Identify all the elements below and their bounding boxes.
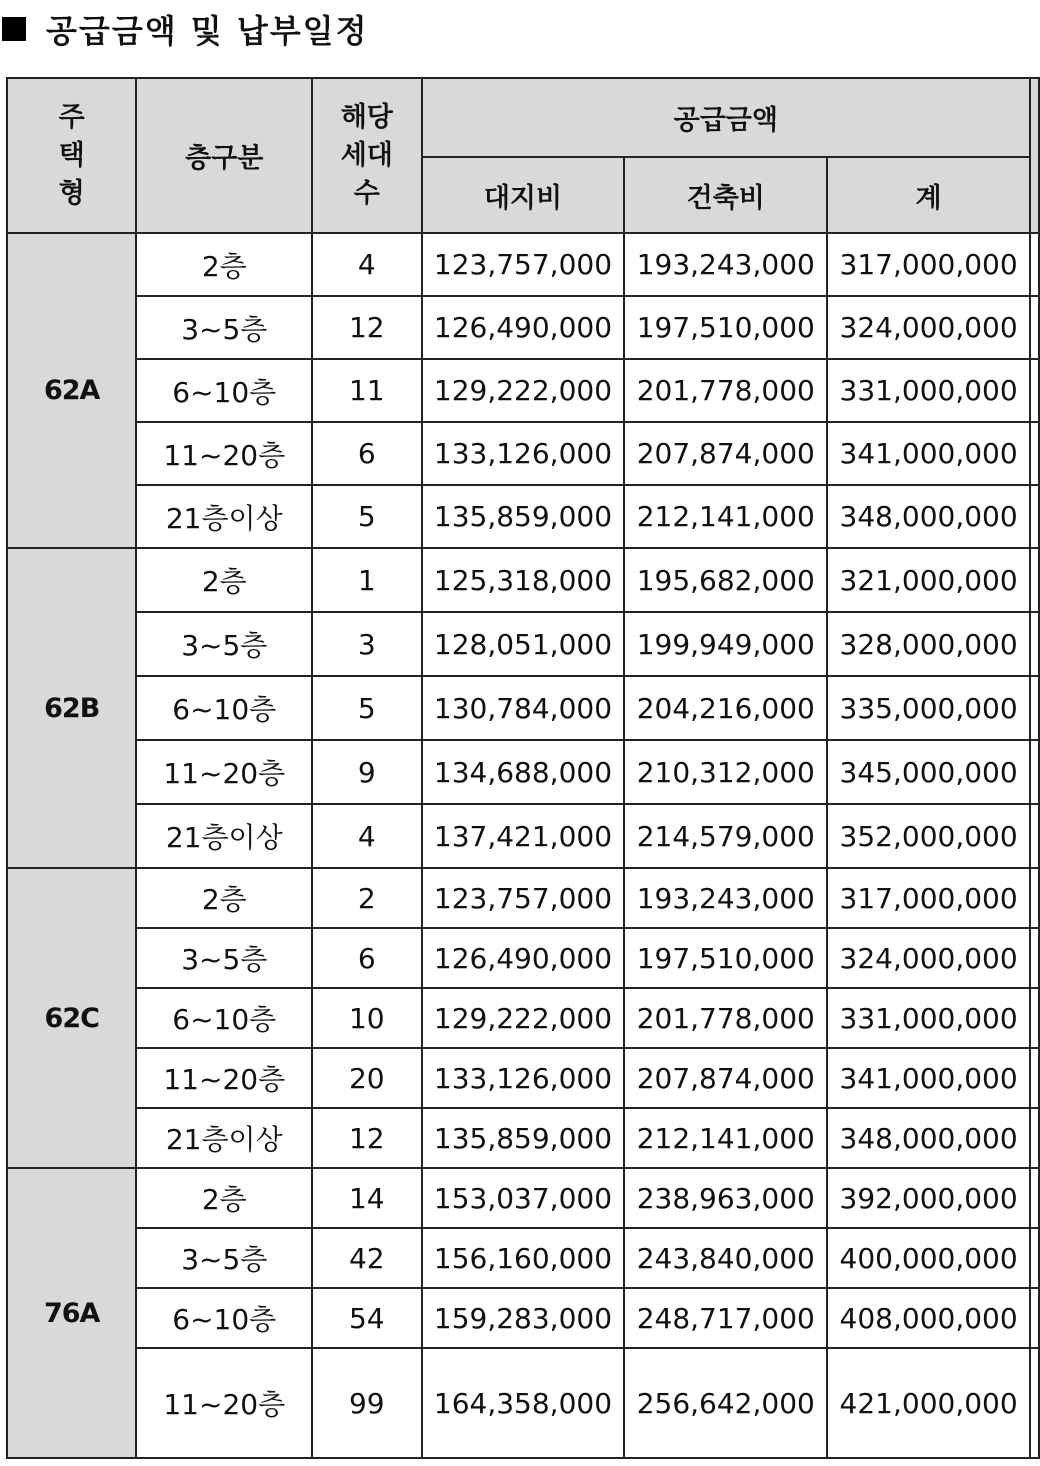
building-cost-cell: 199,949,000 — [624, 612, 827, 676]
land-cost-cell: 128,051,000 — [422, 612, 625, 676]
table-row — [7, 612, 1039, 676]
edge-cell — [1030, 1108, 1039, 1168]
total-cell: 328,000,000 — [827, 612, 1030, 676]
header-supply-amount: 공급금액 — [422, 78, 1030, 157]
units-cell: 20 — [312, 1048, 421, 1108]
total-cell: 341,000,000 — [827, 422, 1030, 485]
units-cell: 3 — [312, 612, 421, 676]
building-cost-cell: 195,682,000 — [624, 548, 827, 612]
building-cost-cell: 212,141,000 — [624, 485, 827, 548]
floor-cell: 6~10층 — [136, 988, 312, 1048]
land-cost-cell: 135,859,000 — [422, 1108, 625, 1168]
house-type-cell: 76A — [7, 1168, 136, 1458]
units-cell: 6 — [312, 928, 421, 988]
section-heading — [0, 0, 369, 58]
units-cell: 9 — [312, 740, 421, 804]
total-cell: 335,000,000 — [827, 676, 1030, 740]
land-cost-cell: 134,688,000 — [422, 740, 625, 804]
land-cost-cell: 123,757,000 — [422, 868, 625, 928]
table-row — [7, 1168, 1039, 1228]
building-cost-cell: 256,642,000 — [624, 1348, 827, 1458]
units-cell: 10 — [312, 988, 421, 1048]
table-row — [7, 485, 1039, 548]
table-row — [7, 740, 1039, 804]
building-cost-cell: 248,717,000 — [624, 1288, 827, 1348]
table-row — [7, 1108, 1039, 1168]
table-row — [7, 1048, 1039, 1108]
edge-cell — [1030, 1168, 1039, 1228]
floor-cell: 6~10층 — [136, 359, 312, 422]
floor-cell: 11~20층 — [136, 422, 312, 485]
land-cost-cell: 153,037,000 — [422, 1168, 625, 1228]
land-cost-cell: 135,859,000 — [422, 485, 625, 548]
total-cell: 421,000,000 — [827, 1348, 1030, 1458]
building-cost-cell: 201,778,000 — [624, 359, 827, 422]
land-cost-cell: 123,757,000 — [422, 233, 625, 296]
edge-cell — [1030, 740, 1039, 804]
floor-cell: 21층이상 — [136, 485, 312, 548]
house-type-cell: 62B — [7, 548, 136, 868]
edge-cell — [1030, 233, 1039, 296]
land-cost-cell: 133,126,000 — [422, 422, 625, 485]
header-units — [312, 78, 421, 233]
land-cost-cell: 164,358,000 — [422, 1348, 625, 1458]
supply-price-table — [6, 77, 1040, 1459]
building-cost-cell: 207,874,000 — [624, 1048, 827, 1108]
building-cost-cell: 204,216,000 — [624, 676, 827, 740]
table-row — [7, 868, 1039, 928]
table-header — [7, 78, 1039, 233]
edge-cell — [1030, 928, 1039, 988]
land-cost-cell: 156,160,000 — [422, 1228, 625, 1288]
house-type-cell: 62C — [7, 868, 136, 1168]
header-building-cost: 건축비 — [624, 157, 827, 233]
section-title: 공급금액 및 납부일정 — [46, 12, 369, 50]
table-row — [7, 1348, 1039, 1458]
total-cell: 324,000,000 — [827, 296, 1030, 359]
table-row — [7, 296, 1039, 359]
square-bullet-icon — [2, 17, 26, 41]
units-cell: 1 — [312, 548, 421, 612]
edge-cell — [1030, 612, 1039, 676]
floor-cell: 21층이상 — [136, 804, 312, 868]
header-land-cost: 대지비 — [422, 157, 625, 233]
floor-cell: 2층 — [136, 233, 312, 296]
total-cell: 317,000,000 — [827, 868, 1030, 928]
edge-cell — [1030, 296, 1039, 359]
total-cell: 400,000,000 — [827, 1228, 1030, 1288]
edge-cell — [1030, 422, 1039, 485]
units-cell: 2 — [312, 868, 421, 928]
total-cell: 345,000,000 — [827, 740, 1030, 804]
total-cell: 317,000,000 — [827, 233, 1030, 296]
floor-cell: 21층이상 — [136, 1108, 312, 1168]
total-cell: 321,000,000 — [827, 548, 1030, 612]
building-cost-cell: 201,778,000 — [624, 988, 827, 1048]
building-cost-cell: 212,141,000 — [624, 1108, 827, 1168]
header-edge-cell — [1030, 78, 1039, 233]
floor-cell: 3~5층 — [136, 612, 312, 676]
floor-cell: 11~20층 — [136, 1348, 312, 1458]
total-cell: 392,000,000 — [827, 1168, 1030, 1228]
building-cost-cell: 207,874,000 — [624, 422, 827, 485]
building-cost-cell: 214,579,000 — [624, 804, 827, 868]
total-cell: 324,000,000 — [827, 928, 1030, 988]
land-cost-cell: 129,222,000 — [422, 359, 625, 422]
table-row — [7, 676, 1039, 740]
table-row — [7, 233, 1039, 296]
edge-cell — [1030, 988, 1039, 1048]
table-row — [7, 548, 1039, 612]
edge-cell — [1030, 676, 1039, 740]
building-cost-cell: 193,243,000 — [624, 868, 827, 928]
floor-cell: 2층 — [136, 868, 312, 928]
land-cost-cell: 159,283,000 — [422, 1288, 625, 1348]
header-house-type — [7, 78, 136, 233]
edge-cell — [1030, 548, 1039, 612]
units-cell: 5 — [312, 485, 421, 548]
building-cost-cell: 243,840,000 — [624, 1228, 827, 1288]
total-cell: 348,000,000 — [827, 485, 1030, 548]
header-floor: 층구분 — [136, 78, 312, 233]
floor-cell: 6~10층 — [136, 1288, 312, 1348]
edge-cell — [1030, 1348, 1039, 1458]
land-cost-cell: 133,126,000 — [422, 1048, 625, 1108]
table-row — [7, 422, 1039, 485]
units-cell: 6 — [312, 422, 421, 485]
total-cell: 331,000,000 — [827, 988, 1030, 1048]
land-cost-cell: 126,490,000 — [422, 928, 625, 988]
floor-cell: 6~10층 — [136, 676, 312, 740]
land-cost-cell: 130,784,000 — [422, 676, 625, 740]
land-cost-cell: 126,490,000 — [422, 296, 625, 359]
units-cell: 12 — [312, 1108, 421, 1168]
building-cost-cell: 193,243,000 — [624, 233, 827, 296]
land-cost-cell: 137,421,000 — [422, 804, 625, 868]
units-cell: 14 — [312, 1168, 421, 1228]
table-row — [7, 804, 1039, 868]
floor-cell: 11~20층 — [136, 1048, 312, 1108]
edge-cell — [1030, 485, 1039, 548]
units-cell: 4 — [312, 804, 421, 868]
table-row — [7, 988, 1039, 1048]
units-cell: 11 — [312, 359, 421, 422]
floor-cell: 3~5층 — [136, 1228, 312, 1288]
house-type-cell: 62A — [7, 233, 136, 548]
units-cell: 42 — [312, 1228, 421, 1288]
building-cost-cell: 210,312,000 — [624, 740, 827, 804]
total-cell: 352,000,000 — [827, 804, 1030, 868]
floor-cell: 3~5층 — [136, 928, 312, 988]
edge-cell — [1030, 1048, 1039, 1108]
table-row — [7, 1228, 1039, 1288]
header-house-type-label: 주 택 형 — [58, 101, 85, 209]
total-cell: 331,000,000 — [827, 359, 1030, 422]
floor-cell: 3~5층 — [136, 296, 312, 359]
total-cell: 348,000,000 — [827, 1108, 1030, 1168]
edge-cell — [1030, 1288, 1039, 1348]
units-cell: 12 — [312, 296, 421, 359]
table-body — [7, 233, 1039, 1458]
units-cell: 5 — [312, 676, 421, 740]
edge-cell — [1030, 804, 1039, 868]
units-cell: 54 — [312, 1288, 421, 1348]
total-cell: 408,000,000 — [827, 1288, 1030, 1348]
header-total: 계 — [827, 157, 1030, 233]
units-cell: 4 — [312, 233, 421, 296]
table-row — [7, 359, 1039, 422]
building-cost-cell: 197,510,000 — [624, 928, 827, 988]
building-cost-cell: 238,963,000 — [624, 1168, 827, 1228]
edge-cell — [1030, 1228, 1039, 1288]
edge-cell — [1030, 868, 1039, 928]
total-cell: 341,000,000 — [827, 1048, 1030, 1108]
building-cost-cell: 197,510,000 — [624, 296, 827, 359]
header-units-label: 해당 세대 수 — [340, 101, 393, 209]
table-row — [7, 1288, 1039, 1348]
land-cost-cell: 129,222,000 — [422, 988, 625, 1048]
floor-cell: 11~20층 — [136, 740, 312, 804]
edge-cell — [1030, 359, 1039, 422]
units-cell: 99 — [312, 1348, 421, 1458]
floor-cell: 2층 — [136, 548, 312, 612]
floor-cell: 2층 — [136, 1168, 312, 1228]
table-row — [7, 928, 1039, 988]
land-cost-cell: 125,318,000 — [422, 548, 625, 612]
